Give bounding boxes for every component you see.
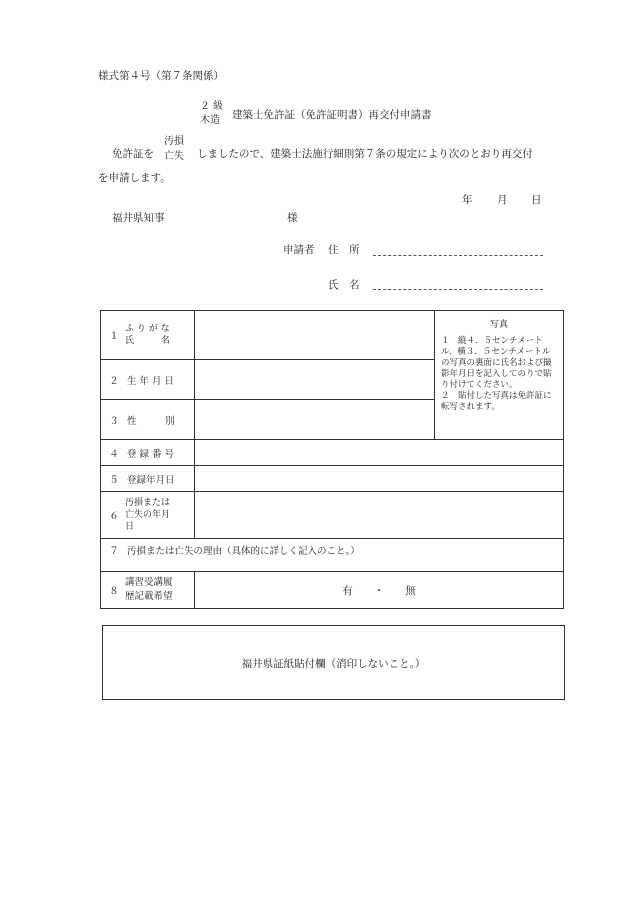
statement-prefix: 免許証を	[112, 148, 154, 160]
row-number: ２	[109, 375, 119, 387]
gender-input-cell[interactable]	[195, 400, 435, 440]
loss-date-label-line-2: 亡失の年月	[125, 510, 171, 520]
date-year: 年	[462, 194, 473, 206]
loss-date-label-line-3: 日	[125, 522, 135, 532]
photo-title: 写真	[489, 320, 508, 330]
grade-top: ２ 級	[200, 101, 224, 112]
row-number: ８	[109, 586, 119, 597]
addressee-name: 福井県知事	[112, 212, 165, 224]
yes-no-options[interactable]: 有 ・ 無	[342, 584, 416, 597]
addressee-suffix: 様	[287, 212, 298, 224]
photo-note-2: ２ 貼付した写真は免許証に転写されます。	[441, 391, 552, 412]
furigana-label: ふ り が な	[125, 324, 170, 334]
birthdate-label: 生 年 月 日	[127, 375, 175, 387]
address-field[interactable]	[373, 255, 543, 256]
table-row-registration-date	[101, 466, 564, 492]
course-history-choice[interactable]	[195, 572, 564, 609]
row-label-course-history	[101, 572, 195, 609]
loss-date-label-line-1: 汚損または	[125, 498, 171, 508]
option-lost: 亡失	[164, 151, 184, 162]
application-table	[100, 310, 564, 609]
row-number: １	[109, 331, 119, 342]
gender-label: 性 別	[127, 415, 175, 427]
registration-date-input-cell[interactable]	[195, 466, 564, 492]
table-row-loss-date	[101, 492, 564, 539]
row-number: ５	[109, 474, 119, 486]
row-label-gender	[101, 400, 195, 440]
document-title: 建築士免許証（免許証明書）再交付申請書	[232, 109, 432, 121]
statement-continuation: を申請します。	[98, 172, 171, 184]
table-row-reason	[101, 539, 564, 572]
option-soiled: 汚損	[164, 136, 184, 147]
name-field[interactable]	[373, 289, 543, 290]
photo-cell[interactable]	[435, 311, 564, 440]
name-input-cell[interactable]	[195, 311, 435, 360]
address-label: 住 所	[328, 244, 360, 256]
table-row-course-history	[101, 572, 564, 609]
applicant-label: 申請者	[283, 244, 315, 256]
revenue-stamp-box	[102, 625, 565, 700]
row-label-name	[101, 311, 195, 360]
registration-date-label: 登録年月日	[127, 474, 175, 486]
form-number: 様式第４号（第７条関係）	[98, 70, 224, 82]
row-label-registration-date	[101, 466, 195, 492]
reason-label: 汚損または亡失の理由（具体的に詳しく記入のこと。）	[127, 546, 360, 557]
reason-cell[interactable]	[101, 539, 564, 572]
birthdate-input-cell[interactable]	[195, 360, 435, 400]
row-label-loss-date	[101, 492, 195, 539]
date-day: 日	[531, 194, 542, 206]
course-history-label-line-1: 講習受講履	[125, 577, 173, 588]
registration-number-label: 登 録 番 号	[127, 448, 175, 460]
table-row-registration-number	[101, 440, 564, 466]
row-label-registration-number	[101, 440, 195, 466]
name-label: 氏 名	[328, 279, 360, 291]
row-label-birthdate	[101, 360, 195, 400]
row-number: ６	[109, 511, 119, 522]
statement-text: しましたので、建築士法施行細則第７条の規定により次のとおり再交付	[197, 148, 533, 160]
loss-date-input-cell[interactable]	[195, 492, 564, 539]
photo-note-1: １ 縦４．５センチメートル、横３．５センチメートルの写真の裏面に氏名および撮影年月日を記入してのりで貼り付けてください。	[441, 336, 552, 390]
course-history-label-line-2: 歴記載希望	[125, 591, 173, 602]
row-number: ４	[109, 448, 119, 460]
date-month: 月	[497, 194, 508, 206]
full-name-label: 氏 名	[125, 336, 171, 346]
row-number: ３	[109, 415, 119, 427]
table-row-name	[101, 311, 564, 360]
registration-number-input-cell[interactable]	[195, 440, 564, 466]
revenue-stamp-label: 福井県証紙貼付欄（消印しないこと。）	[241, 658, 426, 670]
statement-options	[164, 134, 184, 164]
license-grade	[200, 100, 223, 128]
row-number: ７	[109, 546, 119, 557]
grade-bottom: 木造	[200, 115, 220, 126]
